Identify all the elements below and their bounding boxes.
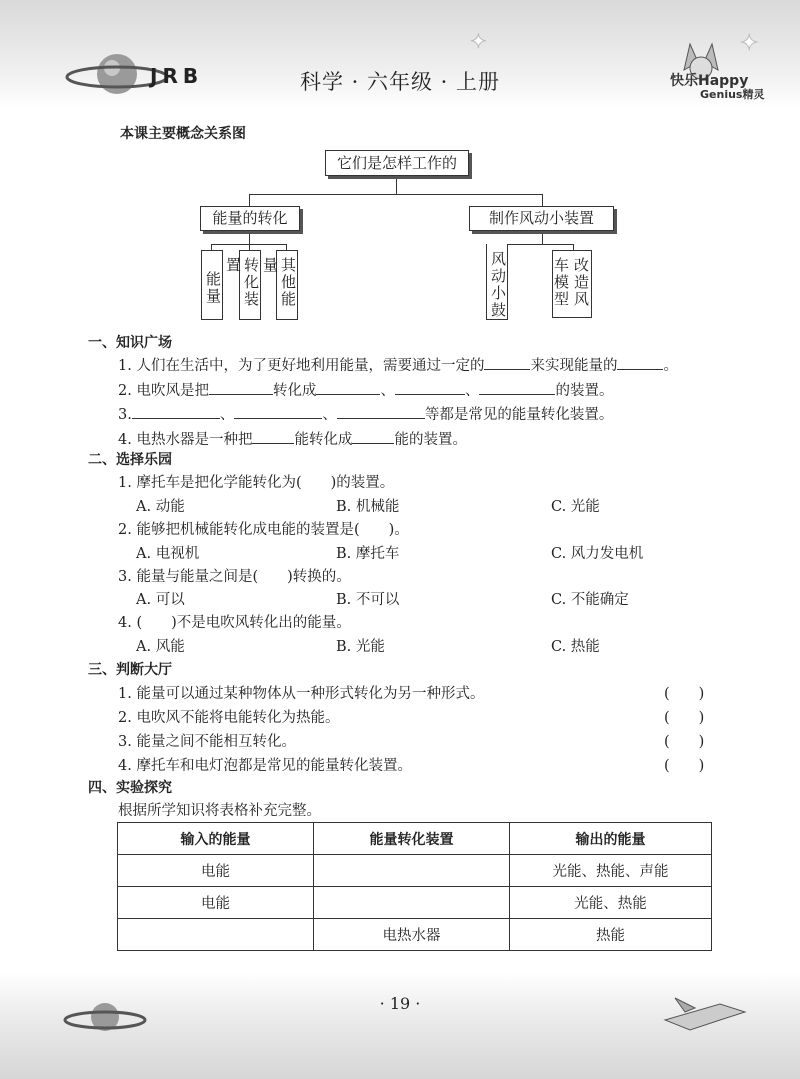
- table-cell: [314, 855, 510, 887]
- option: A. 动能: [136, 499, 185, 515]
- question: 3. 能量与能量之间是( )转换的。: [118, 569, 351, 585]
- connector-line: [249, 234, 250, 244]
- option: C. 光能: [551, 499, 600, 515]
- option: B. 摩托车: [336, 546, 400, 562]
- section-title: 二、选择乐园: [88, 452, 172, 468]
- question: 2. 电吹风是把 转化成 、 、 的装置。: [118, 379, 613, 400]
- column-header: 输入的能量: [118, 823, 314, 855]
- statement: 2. 电吹风不能将电能转化为热能。: [118, 710, 340, 726]
- energy-table: [117, 822, 712, 951]
- connector-line: [396, 179, 397, 194]
- brand-logo: JRB: [150, 64, 204, 88]
- section-title: 三、判断大厅: [88, 662, 172, 678]
- concept-leaf: 能量: [201, 250, 223, 320]
- concept-map-heading: 本课主要概念关系图: [120, 126, 246, 142]
- table-cell: 电能: [118, 887, 314, 919]
- table-row: [118, 887, 712, 919]
- question: 4. 电热水器是一种把 能转化成 能的装置。: [118, 428, 467, 449]
- question: 3. 、 、 等都是常见的能量转化装置。: [118, 403, 613, 424]
- table-row: [118, 919, 712, 951]
- planet-icon: [60, 995, 150, 1040]
- option: C. 不能确定: [551, 592, 629, 608]
- table-header-row: [118, 823, 712, 855]
- mascot-sublabel: Genius精灵: [700, 88, 765, 101]
- statement: 4. 摩托车和电灯泡都是常见的能量转化装置。: [118, 758, 412, 774]
- option: A. 可以: [136, 592, 185, 608]
- concept-leaf: 转化装置: [239, 250, 261, 320]
- concept-root: 它们是怎样工作的: [325, 150, 469, 176]
- connector-line: [542, 234, 543, 244]
- connector-line: [249, 194, 250, 206]
- column-header: 能量转化装置: [314, 823, 510, 855]
- connector-line: [249, 194, 543, 195]
- option: B. 机械能: [336, 499, 400, 515]
- answer-parens: ( ): [664, 686, 705, 702]
- concept-leaf: 风动小鼓: [486, 244, 508, 320]
- mascot-label: 快乐Happy: [670, 73, 749, 89]
- column-header: 输出的能量: [510, 823, 712, 855]
- option: B. 光能: [336, 639, 385, 655]
- option: A. 电视机: [136, 546, 200, 562]
- question: 1. 人们在生活中，为了更好地利用能量，需要通过一定的 来实现能量的 。: [118, 354, 678, 375]
- question: 1. 摩托车是把化学能转化为( )的装置。: [118, 475, 395, 491]
- answer-parens: ( ): [664, 710, 705, 726]
- concept-leaf: 其他能量: [276, 250, 298, 320]
- question: 2. 能够把机械能转化成电能的装置是( )。: [118, 522, 409, 538]
- table-cell: [118, 919, 314, 951]
- concept-wind-device: 制作风动小装置: [469, 206, 614, 231]
- svg-text:✦: ✦: [740, 31, 759, 56]
- page-header-title: 科学 · 六年级 · 上册: [299, 70, 501, 94]
- table-cell: 电热水器: [314, 919, 510, 951]
- table-cell: 光能、热能: [510, 887, 712, 919]
- answer-parens: ( ): [664, 734, 705, 750]
- concept-leaf: 改造风车模型: [552, 250, 592, 318]
- statement: 3. 能量之间不能相互转化。: [118, 734, 296, 750]
- answer-parens: ( ): [664, 758, 705, 774]
- question: 4. ( )不是电吹风转化出的能量。: [118, 615, 351, 631]
- page-number: · 19 ·: [379, 994, 421, 1013]
- option: C. 热能: [551, 639, 600, 655]
- rocket-icon: [660, 990, 750, 1035]
- section-title: 一、知识广场: [88, 335, 172, 351]
- table-cell: [314, 887, 510, 919]
- connector-line: [497, 244, 574, 245]
- option: B. 不可以: [336, 592, 400, 608]
- option: A. 风能: [136, 639, 185, 655]
- option: C. 风力发电机: [551, 546, 644, 562]
- svg-text:✦: ✦: [470, 29, 487, 53]
- connector-line: [542, 194, 543, 206]
- section-title: 四、实验探究: [88, 780, 172, 796]
- concept-energy-conversion: 能量的转化: [200, 206, 300, 231]
- table-cell: 光能、热能、声能: [510, 855, 712, 887]
- instruction: 根据所学知识将表格补充完整。: [118, 803, 321, 819]
- table-row: [118, 855, 712, 887]
- statement: 1. 能量可以通过某种物体从一种形式转化为另一种形式。: [118, 686, 485, 702]
- table-cell: 电能: [118, 855, 314, 887]
- table-cell: 热能: [510, 919, 712, 951]
